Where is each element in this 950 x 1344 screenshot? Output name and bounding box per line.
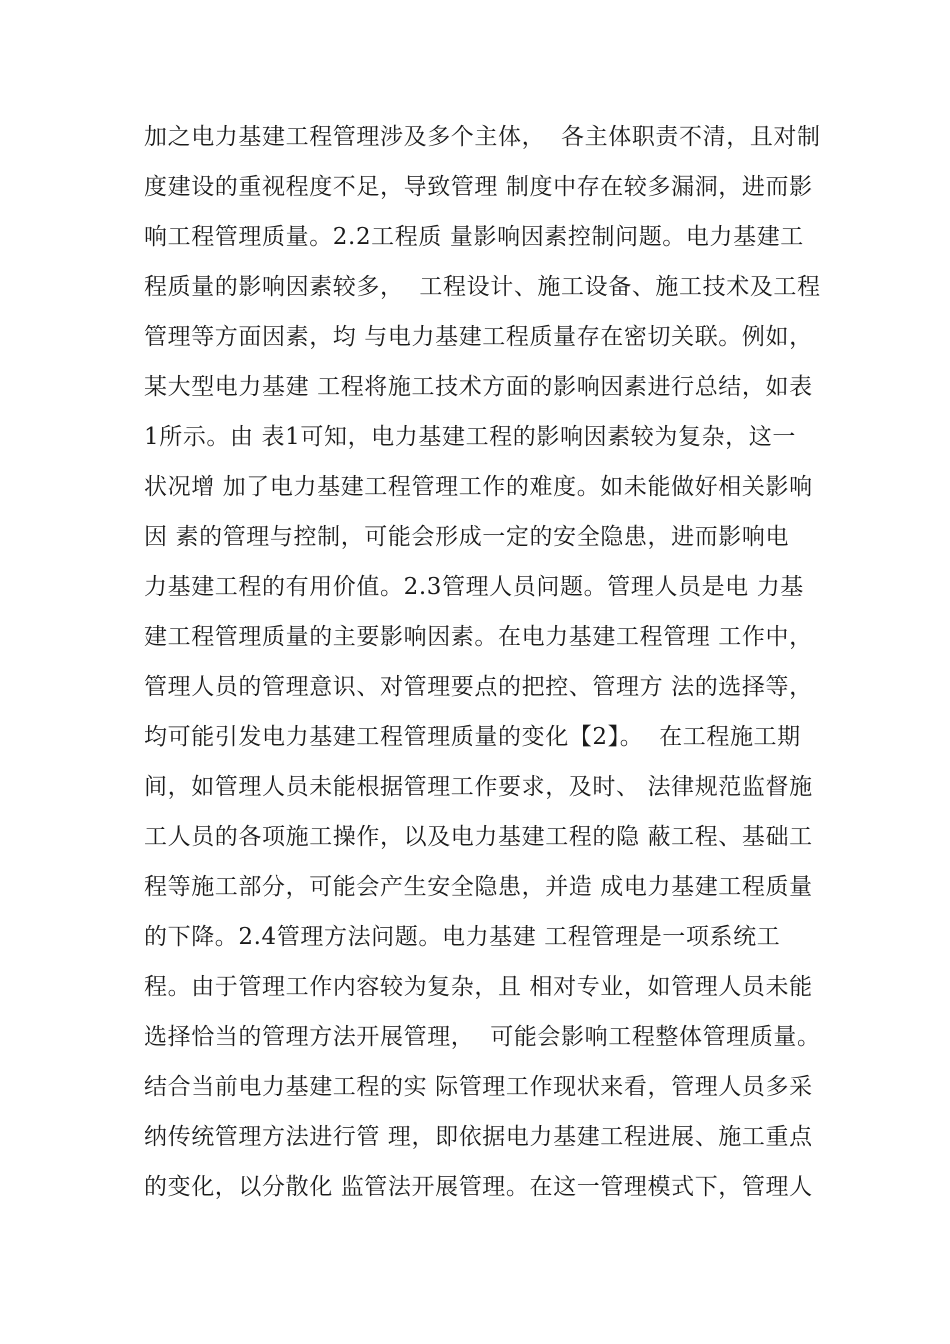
text-line: 结合当前电力基建工程的实 际管理工作现状来看，管理人员多采 (144, 1074, 813, 1100)
text-line: 均可能引发电力基建工程管理质量的变化【2】。 在工程施工期 (144, 724, 801, 750)
text-line: 的变化，以分散化 监管法开展管理。在这一管理模式下，管理人 (144, 1174, 813, 1200)
text-line: 的下降。2.4管理方法问题。电力基建 工程管理是一项系统工 (144, 924, 781, 950)
text-line: 力基建工程的有用价值。2.3管理人员问题。管理人员是电 力基 (144, 574, 804, 600)
text-line: 加之电力基建工程管理涉及多个主体， 各主体职责不清，且对制 (144, 124, 821, 150)
text-line: 建工程管理质量的主要影响因素。在电力基建工程管理 工作中， (144, 624, 813, 650)
text-line: 选择恰当的管理方法开展管理， 可能会影响工程整体管理质量。 (144, 1024, 821, 1050)
text-line: 工人员的各项施工操作，以及电力基建工程的隐 蔽工程、基础工 (144, 824, 813, 850)
text-line: 某大型电力基建 工程将施工技术方面的影响因素进行总结，如表 (144, 374, 813, 400)
body-paragraph (144, 117, 834, 1217)
text-line: 状况增 加了电力基建工程管理工作的难度。如未能做好相关影响 (144, 474, 813, 500)
text-line: 纳传统管理方法进行管 理，即依据电力基建工程进展、施工重点 (144, 1124, 813, 1150)
text-line: 因 素的管理与控制，可能会形成一定的安全隐患，进而影响电 (144, 524, 790, 550)
text-line: 程。由于管理工作内容较为复杂，且 相对专业，如管理人员未能 (144, 974, 813, 1000)
text-line: 度建设的重视程度不足，导致管理 制度中存在较多漏洞，进而影 (144, 174, 813, 200)
text-line: 程等施工部分，可能会产生安全隐患，并造 成电力基建工程质量 (144, 874, 813, 900)
text-line: 程质量的影响因素较多， 工程设计、施工设备、施工技术及工程 (144, 274, 821, 300)
text-line: 管理等方面因素，均 与电力基建工程质量存在密切关联。例如， (144, 324, 813, 350)
text-line: 响工程管理质量。2.2工程质 量影响因素控制问题。电力基建工 (144, 224, 804, 250)
text-line: 间，如管理人员未能根据管理工作要求，及时、 法律规范监督施 (144, 774, 813, 800)
text-line: 管理人员的管理意识、对管理要点的把控、管理方 法的选择等， (144, 674, 813, 700)
text-line: 1所示。由 表1可知，电力基建工程的影响因素较为复杂，这一 (144, 424, 796, 450)
